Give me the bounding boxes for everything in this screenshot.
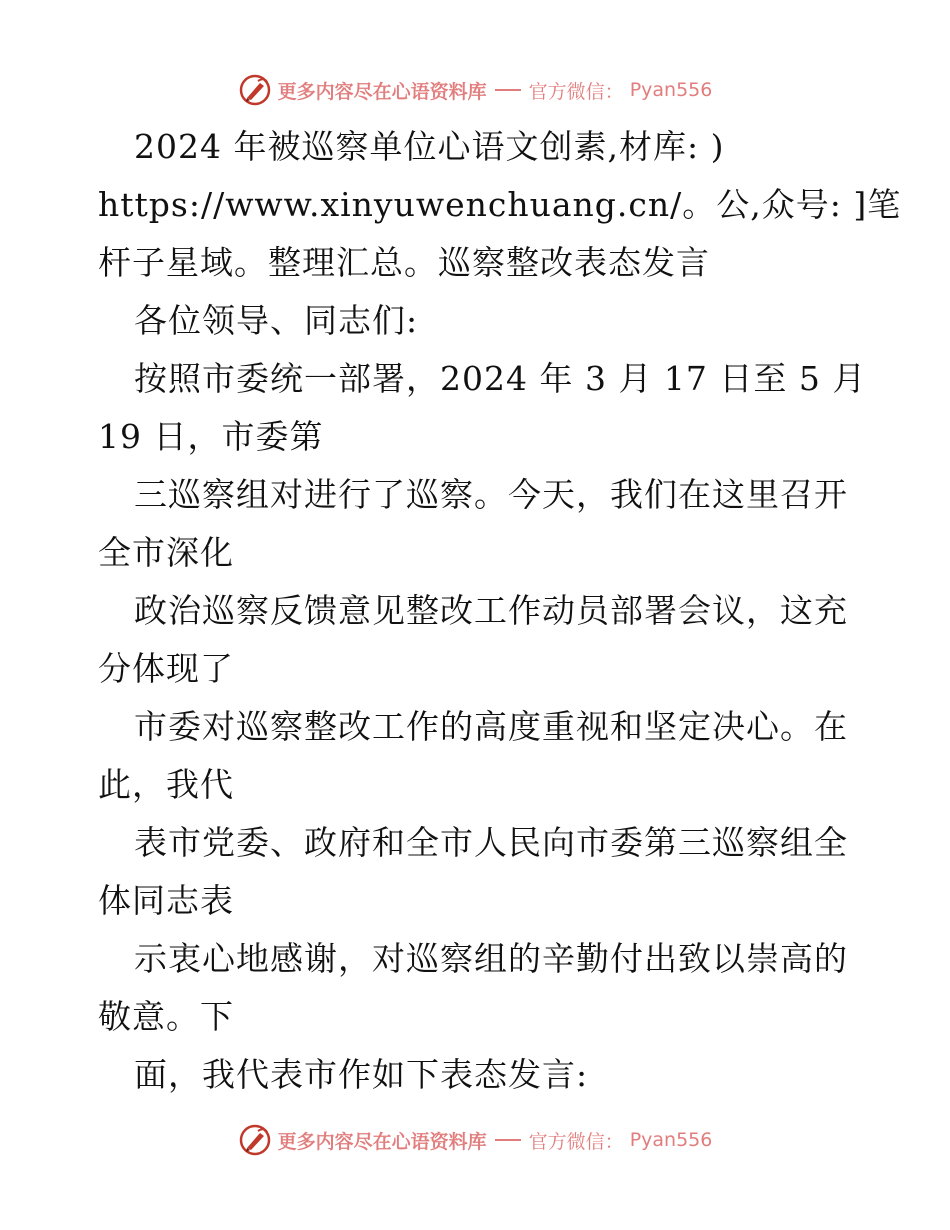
text-line: 政治巡察反馈意见整改工作动员部署会议，这充 <box>134 591 848 630</box>
banner-sub-text: 官方微信： <box>528 1130 624 1153</box>
text-line: 按照市委统一部署，2024 年 3 月 17 日至 5 月 <box>134 359 867 398</box>
text-line: 示衷心地感谢，对巡察组的辛勤付出致以崇高的 <box>134 939 848 978</box>
text-line: 体同志表 <box>98 881 234 920</box>
text-line: 杆子星域。整理汇总。巡察整改表态发言 <box>98 243 710 282</box>
pen-logo-icon <box>238 73 272 107</box>
text-line: 全市深化 <box>98 533 234 572</box>
banner-dash <box>495 89 521 91</box>
banner-sub-text: 官方微信： <box>528 80 624 103</box>
text-line: 19 日，市委第 <box>98 417 324 456</box>
header-banner <box>0 70 950 110</box>
pen-logo-icon <box>238 1123 272 1157</box>
banner-wechat-id: Pyan556 <box>629 79 713 101</box>
text-line: 此，我代 <box>98 765 234 804</box>
text-line: https://www.xinyuwenchuang.cn/。公,众号: ]笔 <box>98 185 902 224</box>
text-line: 面，我代表市作如下表态发言: <box>134 1055 589 1094</box>
document-body <box>98 118 902 1104</box>
text-line: 敬意。下 <box>98 997 234 1036</box>
banner-main-text: 更多内容尽在心语资料库 <box>277 80 487 103</box>
text-line: 市委对巡察整改工作的高度重视和坚定决心。在 <box>134 707 848 746</box>
footer-banner <box>0 1120 950 1160</box>
text-line: 三巡察组对进行了巡察。今天，我们在这里召开 <box>134 475 848 514</box>
text-line: 分体现了 <box>98 649 234 688</box>
text-line: 各位领导、同志们: <box>134 301 419 340</box>
banner-wechat-id: Pyan556 <box>629 1129 713 1151</box>
banner-main-text: 更多内容尽在心语资料库 <box>277 1130 487 1153</box>
text-line: 2024 年被巡察单位心语文创素,材库: ) <box>134 127 725 166</box>
banner-dash <box>495 1139 521 1141</box>
text-line: 表市党委、政府和全市人民向市委第三巡察组全 <box>134 823 848 862</box>
